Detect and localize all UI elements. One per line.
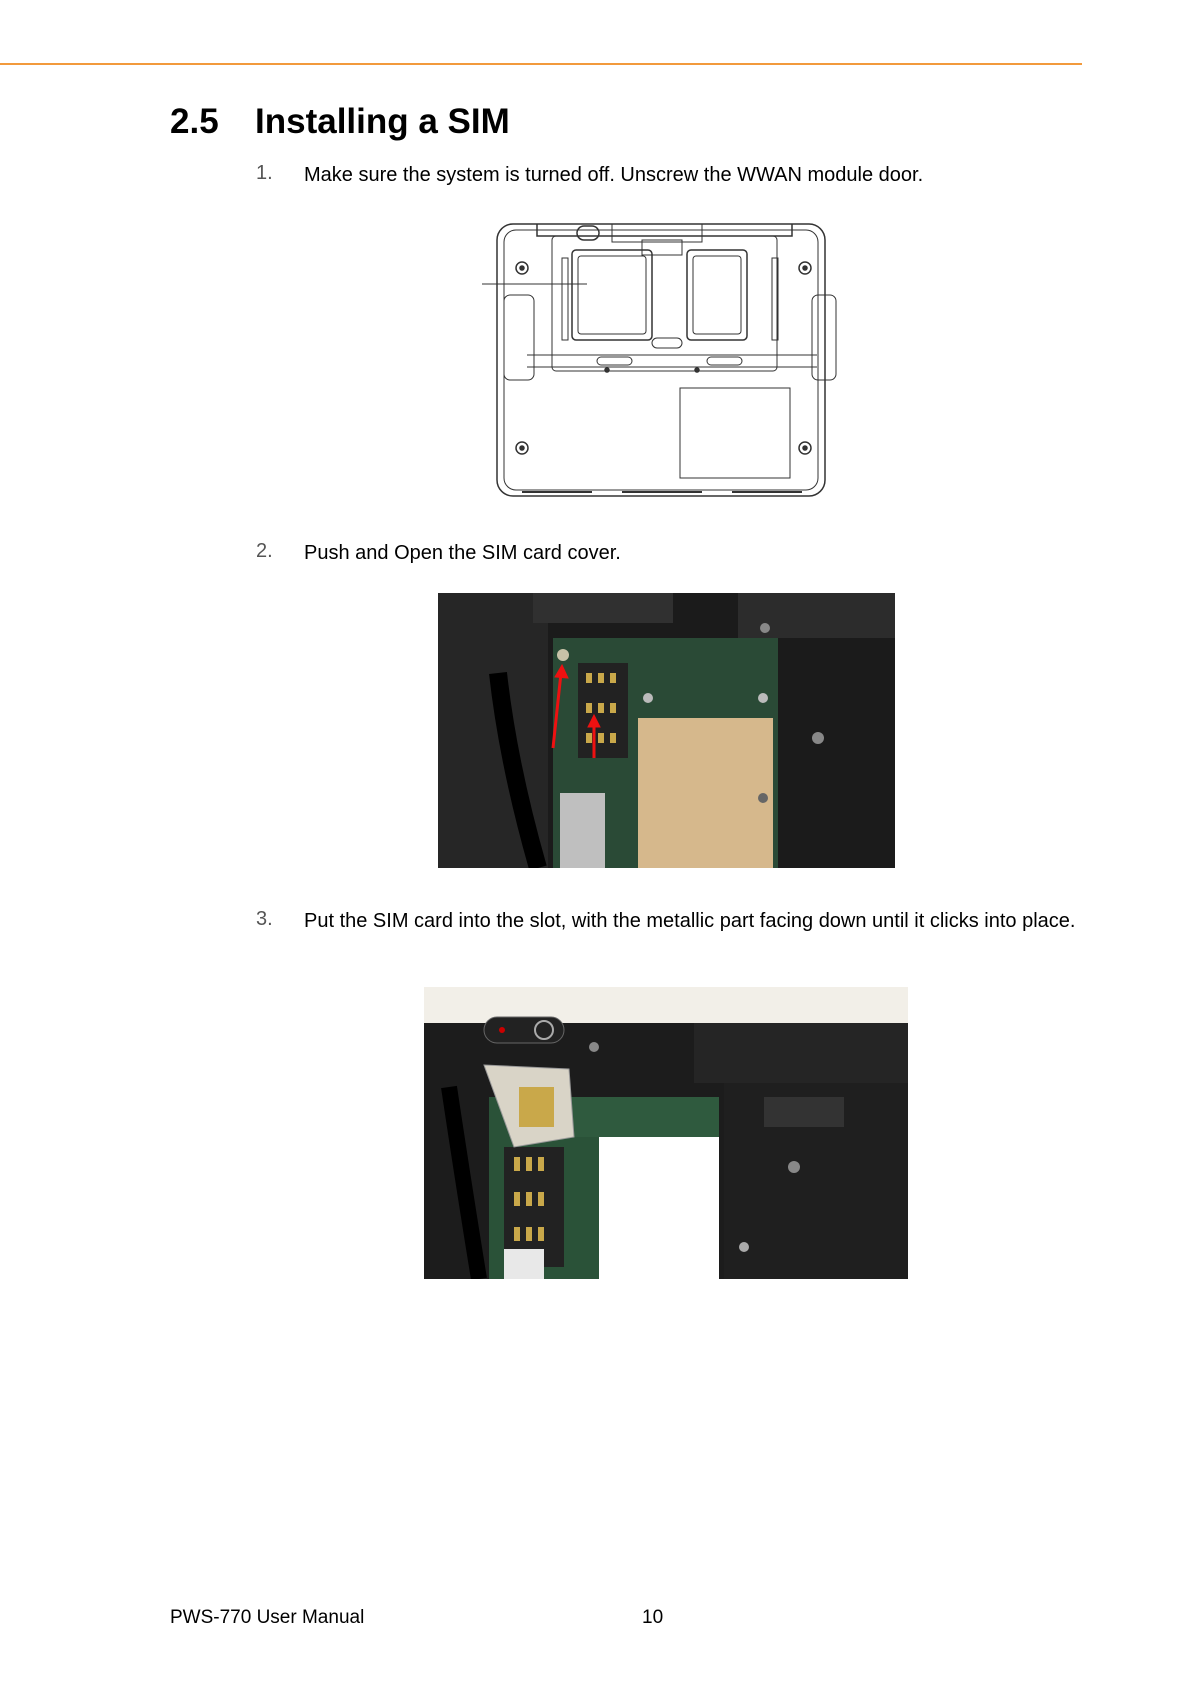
step-1-number: 1. bbox=[256, 162, 273, 184]
tablet-back-diagram bbox=[482, 220, 844, 502]
header-rule bbox=[0, 63, 1082, 65]
step-2-number: 2. bbox=[256, 540, 273, 562]
footer-page-number: 10 bbox=[642, 1607, 664, 1628]
step-3-text: Put the SIM card into the slot, with the metallic part facing down until it clicks into place. bbox=[304, 910, 1076, 932]
sim-cover-photo bbox=[438, 593, 895, 868]
sim-insert-photo bbox=[424, 987, 908, 1279]
step-1-text: Make sure the system is turned off. Unscrew the WWAN module door. bbox=[304, 164, 924, 186]
footer-manual-title: PWS-770 User Manual bbox=[170, 1607, 365, 1628]
section-number: 2.5 bbox=[170, 102, 219, 141]
step-3-number: 3. bbox=[256, 908, 273, 930]
section-title: Installing a SIM bbox=[255, 102, 510, 141]
step-2-text: Push and Open the SIM card cover. bbox=[304, 542, 621, 564]
